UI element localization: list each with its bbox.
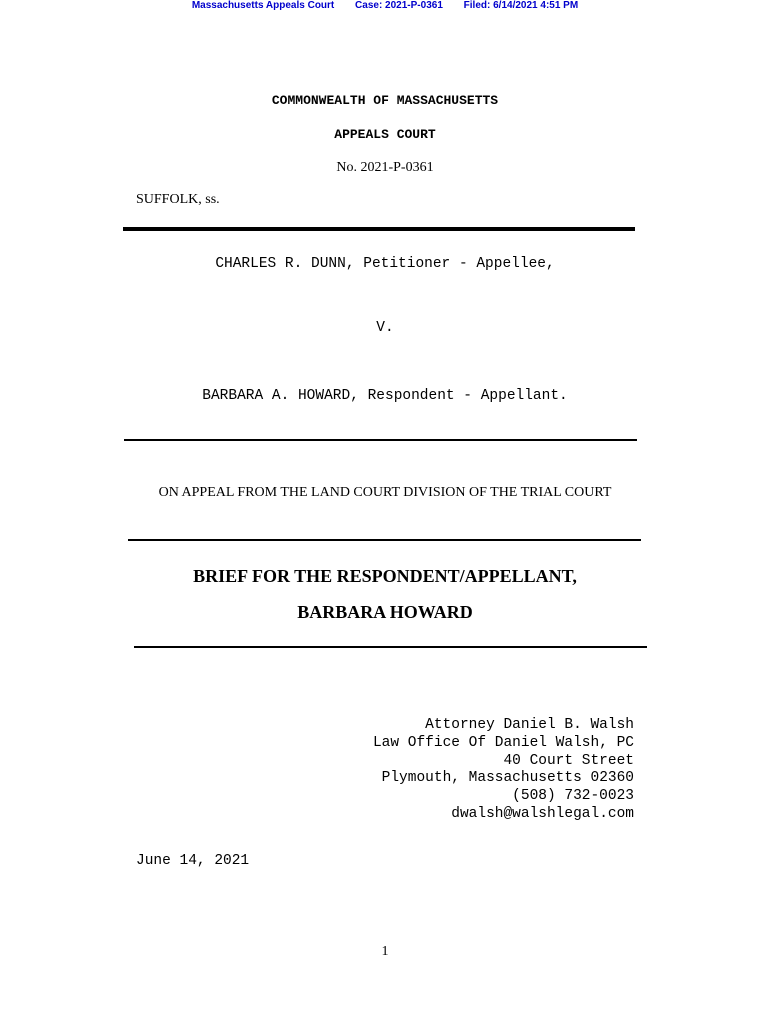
filing-stamp [0, 0, 770, 14]
versus-line: V. [376, 320, 394, 336]
attorney-city: Plymouth, Massachusetts 02360 [381, 770, 634, 787]
attorney-name: Attorney Daniel B. Walsh [425, 717, 634, 733]
page-number: 1 [381, 944, 389, 959]
petitioner-line: CHARLES R. DUNN, Petitioner - Appellee, [215, 256, 555, 272]
brief-title-line2: BARBARA HOWARD [297, 602, 473, 622]
stamp-filed: Filed: 6/14/2021 4:51 PM [463, 0, 579, 11]
docket-number: No. 2021-P-0361 [336, 160, 434, 175]
parties-divider [124, 439, 637, 441]
attorney-block [373, 717, 634, 824]
court-heading: APPEALS COURT [334, 127, 436, 142]
stamp-court: Massachusetts Appeals Court [191, 0, 335, 11]
respondent-line: BARBARA A. HOWARD, Respondent - Appellant. [202, 388, 568, 404]
title-divider [134, 646, 647, 648]
stamp-case: Case: 2021-P-0361 [355, 0, 443, 11]
commonwealth-heading: COMMONWEALTH OF MASSACHUSETTS [271, 93, 499, 108]
appeal-divider [128, 539, 641, 541]
brief-title-line1: BRIEF FOR THE RESPONDENT/APPELLANT, [193, 566, 577, 586]
caption-divider [123, 227, 635, 231]
county: SUFFOLK, ss. [136, 192, 220, 207]
attorney-firm: Law Office Of Daniel Walsh, PC [372, 734, 634, 751]
attorney-phone: (508) 732-0023 [512, 788, 634, 805]
attorney-street: 40 Court Street [503, 752, 634, 769]
appeal-from-line: ON APPEAL FROM THE LAND COURT DIVISION OF THE TRIAL COURT [158, 485, 612, 500]
attorney-email: dwalsh@walshlegal.com [451, 805, 634, 822]
filing-date: June 14, 2021 [136, 853, 250, 869]
